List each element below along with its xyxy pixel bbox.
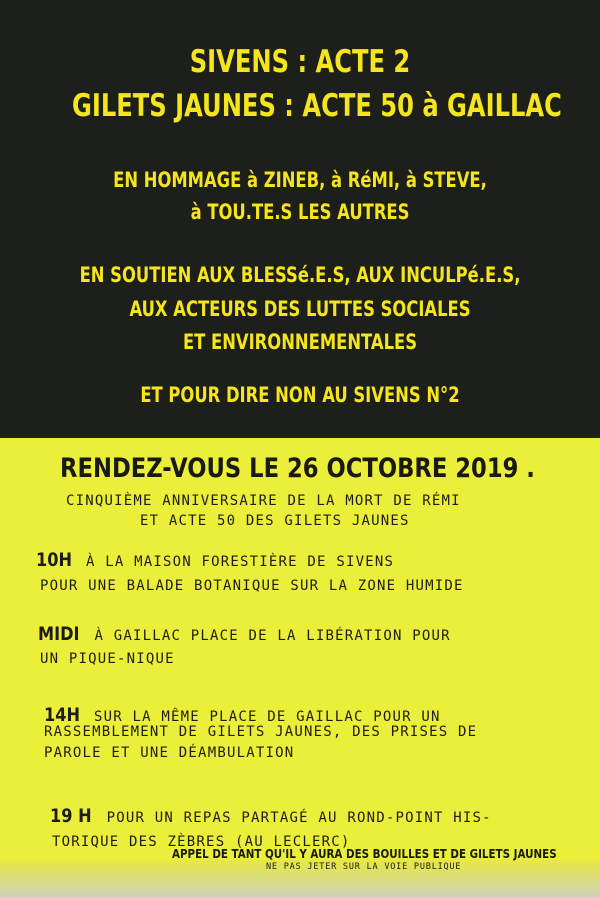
- schedule-text: À LA MAISON FORESTIÈRE DE SIVENS: [76, 554, 395, 570]
- schedule-time: 14H: [44, 704, 80, 726]
- schedule-text: POUR UN REPAS PARTAGÉ AU ROND-POINT HIS-: [96, 810, 492, 826]
- schedule-time: 10H: [36, 549, 72, 571]
- rendezvous-heading: RENDEZ-VOUS LE 26 OCTOBRE 2019 .: [60, 453, 535, 484]
- soutien-line-1: EN SOUTIEN AUX BLESSé.E.S, AUX INCULPé.E.S,: [79, 263, 521, 287]
- schedule-text-continued: PAROLE ET UNE DÉAMBULATION: [44, 745, 295, 761]
- schedule-text: À GAILLAC PLACE DE LA LIBÉRATION POUR: [84, 628, 451, 644]
- hommage-line-2: à TOU.TE.S LES AUTRES: [190, 200, 410, 224]
- sivens2-line: ET POUR DIRE NON AU SIVENS N°2: [140, 383, 460, 407]
- appel-signature: APPEL DE TANT QU'IL Y AURA DES BOUILLES ET DE GILETS JAUNES: [172, 847, 557, 861]
- schedule-text-continued: POUR UNE BALADE BOTANIQUE SUR LA ZONE HUMIDE: [40, 578, 464, 594]
- schedule-item-19h: [50, 807, 492, 826]
- schedule-item-midi: [38, 625, 451, 644]
- schedule-item-14h: [44, 706, 441, 725]
- title-line-1: SIVENS : ACTE 2: [189, 44, 411, 80]
- schedule-time: MIDI: [38, 623, 80, 645]
- footer-note: NE PAS JETER SUR LA VOIE PUBLIQUE: [266, 862, 462, 872]
- schedule-text-continued: RASSEMBLEMENT DE GILETS JAUNES, DES PRISES DE: [44, 724, 478, 740]
- schedule-item-10h: [36, 551, 394, 570]
- hommage-line-1: EN HOMMAGE à ZINEB, à RéMI, à STEVE,: [113, 168, 487, 192]
- schedule-text-continued: UN PIQUE-NIQUE: [40, 651, 175, 667]
- schedule-text-continued: TORIQUE DES ZÈBRES (AU LECLERC): [52, 834, 351, 850]
- subtitle-line-1: CINQUIÈME ANNIVERSAIRE DE LA MORT DE RÉMI: [66, 493, 461, 509]
- schedule-text: SUR LA MÊME PLACE DE GAILLAC POUR UN: [84, 709, 441, 725]
- title-line-2: GILETS JAUNES : ACTE 50 à GAILLAC: [72, 88, 562, 124]
- soutien-line-3: ET ENVIRONNEMENTALES: [182, 330, 418, 354]
- subtitle-line-2: ET ACTE 50 DES GILETS JAUNES: [140, 513, 410, 529]
- schedule-time: 19 H: [50, 805, 92, 827]
- soutien-line-2: AUX ACTEURS DES LUTTES SOCIALES: [129, 297, 471, 321]
